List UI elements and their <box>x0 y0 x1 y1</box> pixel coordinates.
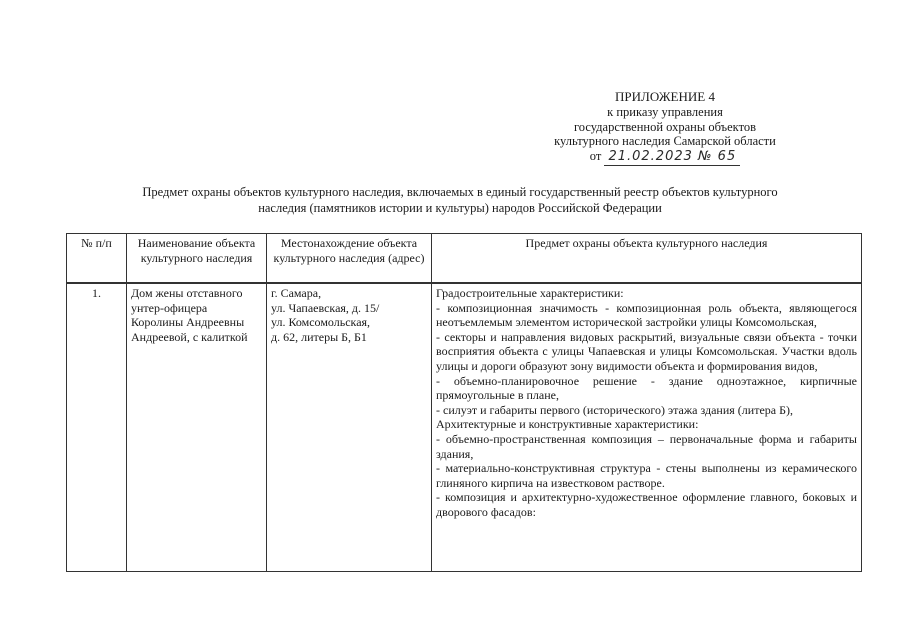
row-number: 1. <box>67 283 127 572</box>
subject-heading-architecture: Архитектурные и конструктивные характеристики: <box>436 417 699 432</box>
appendix-header <box>470 90 860 166</box>
subject-item: - объемно-планировочное решение - здание одноэтажное, кирпичные прямоугольные в плане, <box>436 373 857 403</box>
subject-item: - секторы и направления видовых раскрытий, визуальные связи объекта - точки восприятия объекта с улицы Чапаевская и улицы Комсомольская. Участки вдоль улицы и дороги образуют зону видимости объекта и формирования видов, <box>436 329 857 373</box>
object-name: Дом жены отставного унтер-офицера Королины Андреевны Андреевой, с калиткой <box>127 283 267 572</box>
table-header-row <box>67 234 862 284</box>
subject-item: - объемно-пространственная композиция – первоначальные форма и габариты здания, <box>436 431 857 461</box>
date-prefix: от <box>589 149 602 164</box>
subject-item: - композиция и архитектурно-художественное оформление главного, боковых и дворового фасадов: <box>436 490 857 519</box>
object-address <box>267 283 432 572</box>
subject-item: - материально-конструктивная структура - стены выполнены из керамического глиняного кирпича на известковом растворе. <box>436 461 857 490</box>
order-date-line <box>590 149 740 166</box>
protection-subject <box>432 283 862 572</box>
subject-heading-urban: Градостроительные характеристики: <box>436 286 624 300</box>
document-title-line-1: Предмет охраны объектов культурного наследия, включаемых в единый государственный реестр объектов культурного <box>142 185 778 199</box>
appendix-line-1: к приказу управления <box>607 104 723 119</box>
table-row <box>67 283 862 572</box>
address-line: ул. Комсомольская, <box>271 315 371 330</box>
protection-subject-table <box>66 233 862 572</box>
appendix-line-2: государственной охраны объектов <box>573 119 757 134</box>
column-header-number: № п/п <box>67 234 127 284</box>
column-header-subject: Предмет охраны объекта культурного наследия <box>432 234 862 284</box>
document-title <box>60 184 860 216</box>
address-line: г. Самара, <box>271 286 322 300</box>
subject-item: - силуэт и габариты первого (исторического) этажа здания (литера Б), <box>436 402 793 417</box>
column-header-name: Наименование объекта культурного наследия <box>127 234 267 284</box>
handwritten-date-number: 21.02.2023 № 65 <box>604 150 740 166</box>
address-line: ул. Чапаевская, д. 15/ <box>271 300 380 315</box>
column-header-address: Местонахождение объекта культурного наследия (адрес) <box>267 234 432 284</box>
document-title-line-2: наследия (памятников истории и культуры) народов Российской Федерации <box>258 201 662 215</box>
appendix-title: ПРИЛОЖЕНИЕ 4 <box>615 89 715 104</box>
appendix-line-3: культурного наследия Самарской области <box>554 134 776 149</box>
subject-item: - композиционная значимость - композиционная роль объекта, являющегося неотъемлемым элементом исторической застройки улицы Комсомольская, <box>436 300 857 330</box>
address-line: д. 62, литеры Б, Б1 <box>271 329 367 344</box>
